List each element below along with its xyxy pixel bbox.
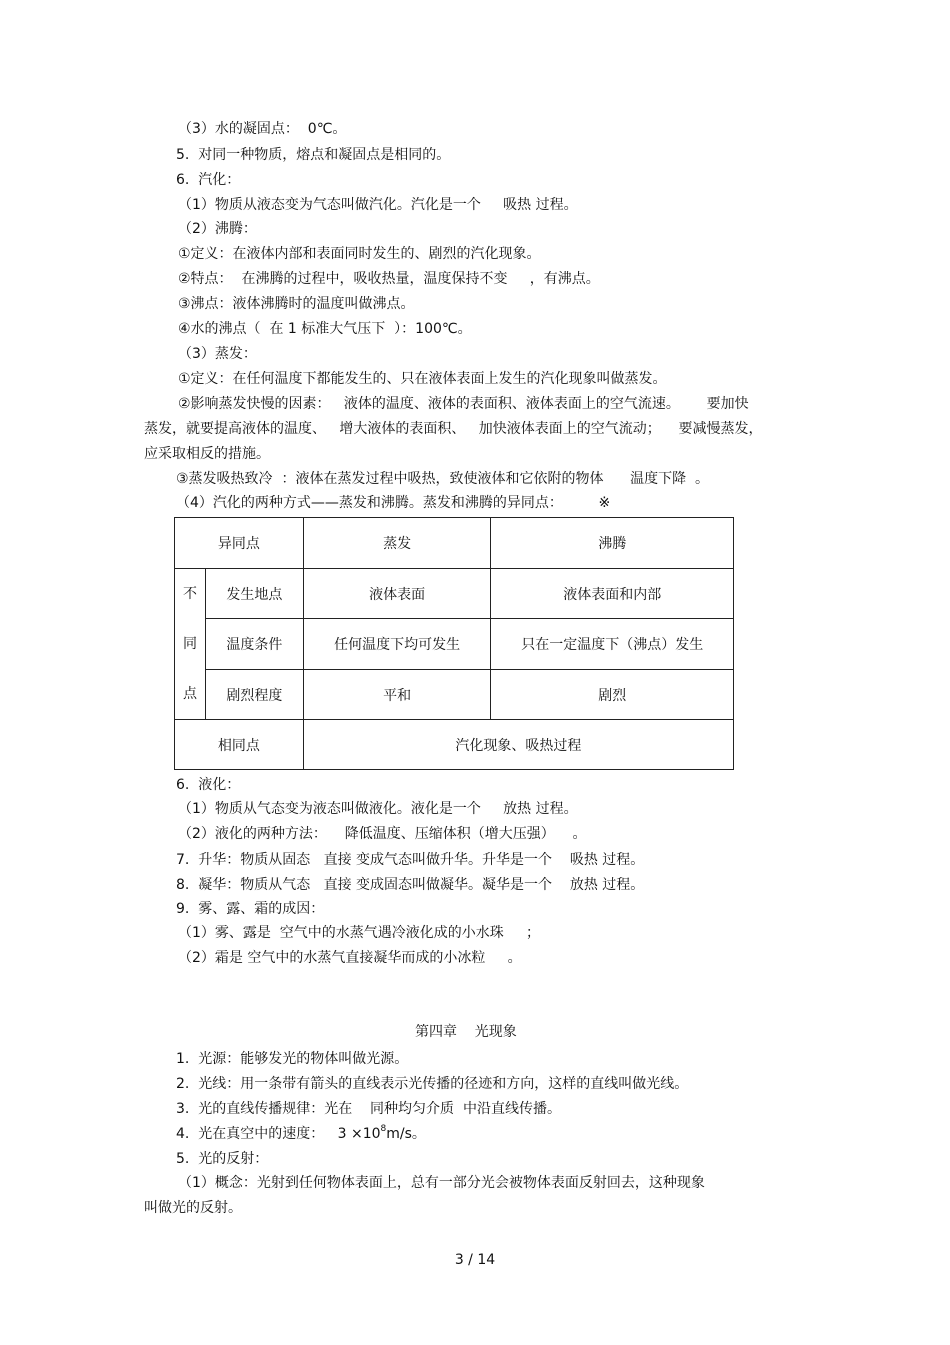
text-line: ①定义：在液体内部和表面同时发生的、剧烈的汽化现象。 bbox=[178, 246, 541, 262]
text-line: （4）汽化的两种方式——蒸发和沸腾。蒸发和沸腾的异同点： ※ bbox=[176, 495, 611, 511]
evaporation-cell: 液体表面 bbox=[303, 569, 491, 619]
evaporation-cell: 任何温度下均可发生 bbox=[303, 619, 491, 670]
text-line: （3）蒸发： bbox=[178, 346, 257, 362]
page-number: 3 / 14 bbox=[454, 1252, 496, 1268]
text-line: （1）物质从气态变为液态叫做液化。液化是一个 放热 过程。 bbox=[178, 801, 578, 817]
table-row bbox=[175, 619, 734, 670]
difference-label-char: 不 bbox=[182, 586, 197, 602]
text-line bbox=[176, 1125, 426, 1145]
comparison-table bbox=[174, 517, 734, 770]
text-line: （1）雾、露是 空气中的水蒸气遇冷液化成的小水珠 ； bbox=[178, 925, 541, 941]
table-row bbox=[175, 720, 734, 770]
table-header-cell: 沸腾 bbox=[491, 518, 734, 569]
text-line: ③沸点：液体沸腾时的温度叫做沸点。 bbox=[178, 296, 415, 312]
boiling-cell: 只在一定温度下（沸点）发生 bbox=[491, 619, 734, 670]
text-line: 蒸发，就要提高液体的温度、 增大液体的表面积、 加快液体表面上的空气流动； 要减慢蒸发， bbox=[144, 421, 763, 437]
text-line: （1）物质从液态变为气态叫做汽化。汽化是一个 吸热 过程。 bbox=[178, 197, 578, 213]
table-row bbox=[175, 569, 734, 619]
row-label-cell: 剧烈程度 bbox=[205, 670, 303, 720]
boiling-cell: 液体表面和内部 bbox=[491, 569, 734, 619]
row-label-cell: 温度条件 bbox=[205, 619, 303, 670]
text-line: （2）液化的两种方法： 降低温度、压缩体积（增大压强） 。 bbox=[178, 826, 587, 842]
row-label-cell: 发生地点 bbox=[205, 569, 303, 619]
text-line: 9. 雾、露、霜的成因： bbox=[176, 901, 325, 917]
chapter-title: 第四章 光现象 bbox=[415, 1024, 517, 1040]
text-line: （2）霜是 空气中的水蒸气直接凝华而成的小冰粒 。 bbox=[178, 950, 522, 966]
text-line: 5. 对同一种物质，熔点和凝固点是相同的。 bbox=[176, 147, 451, 163]
speed-text: 4. 光在真空中的速度： 3 ×10 bbox=[176, 1126, 381, 1142]
speed-unit: m/s。 bbox=[386, 1126, 426, 1142]
text-line: 2. 光线：用一条带有箭头的直线表示光传播的径迹和方向，这样的直线叫做光线。 bbox=[176, 1076, 689, 1092]
text-line: 3. 光的直线传播规律：光在 同种均匀介质 中沿直线传播。 bbox=[176, 1101, 561, 1117]
text-line: ②特点： 在沸腾的过程中，吸收热量，温度保持不变 ，有沸点。 bbox=[178, 271, 600, 287]
table-header-cell: 异同点 bbox=[175, 518, 304, 569]
text-line: 8. 凝华：物质从气态 直接 变成固态叫做凝华。凝华是一个 放热 过程。 bbox=[176, 877, 645, 893]
text-line: 1. 光源：能够发光的物体叫做光源。 bbox=[176, 1051, 409, 1067]
exponent: 8 bbox=[380, 1124, 387, 1134]
text-line: ②影响蒸发快慢的因素： 液体的温度、液体的表面积、液体表面上的空气流速。 要加快 bbox=[178, 396, 749, 412]
text-line: ①定义：在任何温度下都能发生的、只在液体表面上发生的汽化现象叫做蒸发。 bbox=[178, 371, 667, 387]
text-line: ③蒸发吸热致冷 ：液体在蒸发过程中吸热，致使液体和它依附的物体 温度下降 。 bbox=[176, 471, 710, 487]
same-value-cell: 汽化现象、吸热过程 bbox=[303, 720, 733, 770]
text-line: （1）概念：光射到任何物体表面上，总有一部分光会被物体表面反射回去，这种现象 bbox=[178, 1175, 705, 1191]
difference-label-char: 同 bbox=[182, 636, 197, 652]
boiling-cell: 剧烈 bbox=[491, 670, 734, 720]
text-line: （2）沸腾： bbox=[178, 221, 257, 237]
same-label-cell: 相同点 bbox=[175, 720, 304, 770]
text-line: 5. 光的反射： bbox=[176, 1151, 269, 1167]
difference-label-cell bbox=[175, 569, 206, 720]
text-line: ④水的沸点（ 在 1 标准大气压下 ）：100℃。 bbox=[178, 321, 472, 337]
evaporation-cell: 平和 bbox=[303, 670, 491, 720]
text-line: 6. 汽化： bbox=[176, 172, 241, 188]
text-line: 7. 升华：物质从固态 直接 变成气态叫做升华。升华是一个 吸热 过程。 bbox=[176, 852, 645, 868]
text-line: 应采取相反的措施。 bbox=[144, 446, 270, 462]
difference-label-char: 点 bbox=[182, 686, 197, 702]
text-line: （3）水的凝固点： 0℃。 bbox=[178, 121, 347, 137]
table-header-row bbox=[175, 518, 734, 569]
text-line: 叫做光的反射。 bbox=[144, 1200, 242, 1216]
text-line: 6. 液化： bbox=[176, 777, 241, 793]
table-row bbox=[175, 670, 734, 720]
table-header-cell: 蒸发 bbox=[303, 518, 491, 569]
